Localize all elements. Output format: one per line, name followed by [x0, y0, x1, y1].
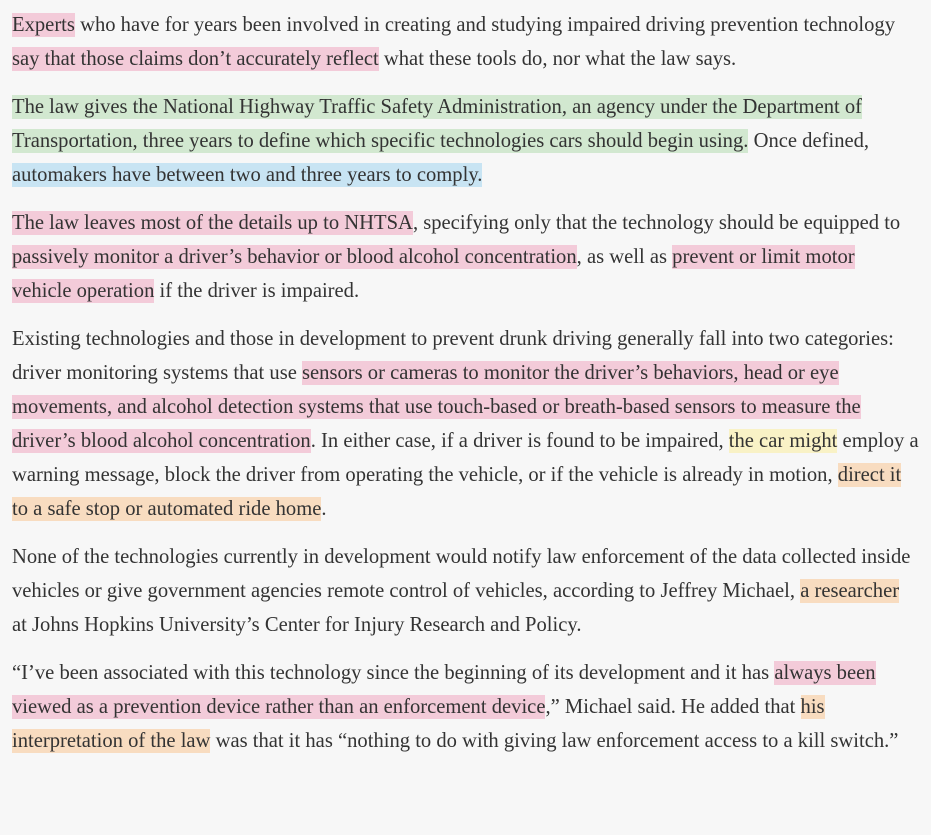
text-segment: passively monitor a driver’s behavior or blood alcohol concentration [12, 246, 577, 268]
text-segment: , specifying only that the technology should be equipped to [412, 212, 901, 234]
paragraph-1 [12, 8, 919, 76]
text-segment: None of the technologies currently in development would notify law enforcement of the data collected inside vehicles or give government agencies remote control of vehicles, according to Jeffrey Michael, [12, 546, 911, 602]
text-segment: The law gives the National Highway Traffic Safety Administration, an agency under the Department of Transportation, three years to define which specific technologies cars should begin using. [12, 96, 863, 152]
text-segment: a researcher [800, 580, 900, 602]
text-segment: automakers have between two and three years to comply. [12, 164, 483, 186]
paragraph-2 [12, 90, 919, 192]
text-segment: , as well as [576, 246, 673, 268]
text-segment: sensors or cameras to monitor the driver’s behaviors, head or eye movements, and alcohol detection systems that use touch-based or breath-based sensors to measure the driver’s blood alcohol concentration [12, 362, 861, 452]
text-segment: direct it to a safe stop or automated ride home [12, 464, 902, 520]
text-segment: was that it has “nothing to do with giving law enforcement access to a kill switch.” [210, 730, 899, 752]
text-segment: ,” Michael said. He added that [545, 696, 801, 718]
text-segment: always been viewed as a prevention device rather than an enforcement device [12, 662, 876, 718]
text-segment: . In either case, if a driver is found to be impaired, [310, 430, 729, 452]
text-segment: Once defined, [748, 130, 870, 152]
text-segment: who have for years been involved in creating and studying impaired driving prevention technology [74, 14, 896, 36]
text-segment: . [321, 498, 327, 520]
paragraph-3 [12, 206, 919, 308]
text-segment: Experts [12, 14, 75, 36]
text-segment: his interpretation of the law [12, 696, 825, 752]
text-segment: if the driver is impaired. [154, 280, 360, 302]
text-segment: say that those claims don’t accurately reflect [12, 48, 379, 70]
text-segment: the car might [728, 430, 838, 452]
text-segment: Existing technologies and those in development to prevent drunk driving generally fall into two categories: driver monitoring systems that use [12, 328, 894, 384]
text-segment: what these tools do, nor what the law says. [378, 48, 737, 70]
paragraph-5 [12, 540, 919, 642]
text-segment: at Johns Hopkins University’s Center for Injury Research and Policy. [12, 614, 582, 636]
text-segment: “I’ve been associated with this technology since the beginning of its development and it has [12, 662, 775, 684]
paragraph-4 [12, 322, 919, 526]
text-segment: The law leaves most of the details up to NHTSA [12, 212, 413, 234]
paragraph-6 [12, 656, 919, 758]
text-segment: prevent or limit motor vehicle operation [12, 246, 855, 302]
text-segment: employ a warning message, block the driver from operating the vehicle, or if the vehicle is already in motion, [12, 430, 919, 486]
